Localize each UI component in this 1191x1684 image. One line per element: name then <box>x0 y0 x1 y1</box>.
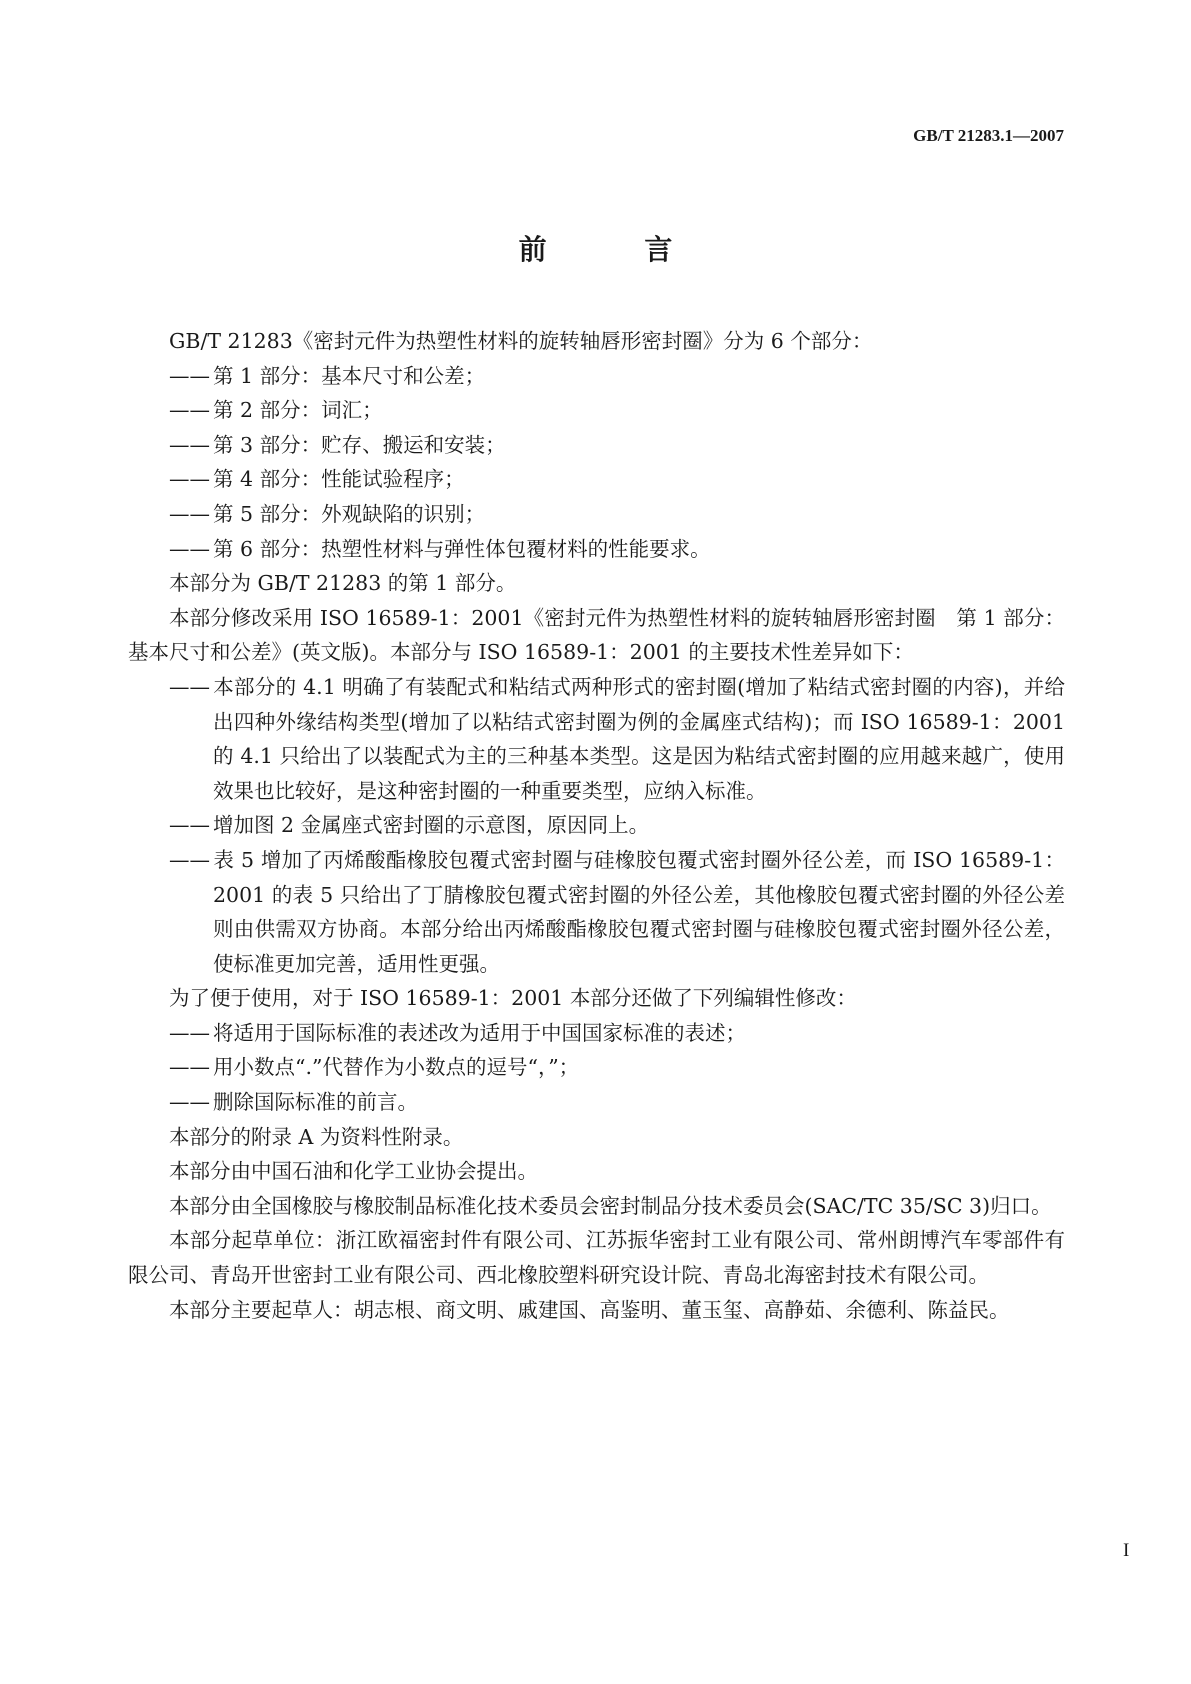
dash-marker: —— <box>169 813 210 838</box>
paragraph <box>128 566 1065 601</box>
list-item <box>128 843 1065 981</box>
paragraph-text: 第 6 部分：热塑性材料与弹性体包覆材料的性能要求。 <box>213 536 711 561</box>
paragraph-text: 本部分为 GB/T 21283 的第 1 部分。 <box>169 571 517 596</box>
paragraph-text: 第 4 部分：性能试验程序； <box>213 467 465 492</box>
dash-marker: —— <box>169 1020 210 1045</box>
standard-code-header: GB/T 21283.1—2007 <box>913 126 1064 145</box>
dash-marker: —— <box>169 398 210 423</box>
paragraph <box>128 324 1065 359</box>
list-item <box>128 1085 1065 1120</box>
dash-marker: —— <box>169 674 210 699</box>
list-item <box>128 1016 1065 1051</box>
paragraph <box>128 981 1065 1016</box>
list-item <box>128 497 1065 532</box>
paragraph-text: 第 1 部分：基本尺寸和公差； <box>213 363 486 388</box>
paragraph <box>128 601 1065 670</box>
paragraph-text: 第 3 部分：贮存、搬运和安装； <box>213 432 506 457</box>
paragraph-text: 增加图 2 金属座式密封圈的示意图，原因同上。 <box>213 813 650 838</box>
paragraph <box>128 1293 1065 1328</box>
paragraph <box>128 1154 1065 1189</box>
paragraph-text: 第 5 部分：外观缺陷的识别； <box>213 501 486 526</box>
paragraph-text: 本部分的 4.1 明确了有装配式和粘结式两种形式的密封圈(增加了粘结式密封圈的内容)，并给出四种外缘结构类型(增加了以粘结式密封圈为例的金属座式结构)；而 ISO 16589-1：2001 的 4.1 只给出了以装配式为主的三种基本类型。这是因为粘结式密封圈的应用越来越广，使用效果也比较好，是这种密封圈的一种重要类型，应纳入标准。 <box>213 674 1065 803</box>
paragraph-text: 为了便于使用，对于 ISO 16589-1：2001 本部分还做了下列编辑性修改： <box>169 986 857 1011</box>
paragraph-text: 本部分起草单位：浙江欧福密封件有限公司、江苏振华密封工业有限公司、常州朗博汽车零部件有限公司、青岛开世密封工业有限公司、西北橡胶塑料研究设计院、青岛北海密封技术有限公司。 <box>128 1228 1065 1288</box>
list-item <box>128 393 1065 428</box>
page-number: I <box>1123 1540 1130 1561</box>
dash-marker: —— <box>169 432 210 457</box>
paragraph <box>128 1120 1065 1155</box>
paragraph-text: 用小数点“.”代替作为小数点的逗号“，”； <box>213 1055 580 1080</box>
dash-marker: —— <box>169 363 210 388</box>
paragraph-text: 删除国际标准的前言。 <box>213 1090 418 1115</box>
dash-marker: —— <box>169 467 210 492</box>
list-item <box>128 359 1065 394</box>
foreword-body <box>128 324 1065 1327</box>
paragraph-text: 本部分由全国橡胶与橡胶制品标准化技术委员会密封制品分技术委员会(SAC/TC 35/SC 3)归口。 <box>169 1193 1052 1218</box>
dash-marker: —— <box>169 1090 210 1115</box>
paragraph-text: 本部分的附录 A 为资料性附录。 <box>169 1124 464 1149</box>
paragraph <box>128 1223 1065 1292</box>
paragraph-text: GB/T 21283《密封元件为热塑性材料的旋转轴唇形密封圈》分为 6 个部分： <box>169 329 873 353</box>
paragraph-text: 本部分修改采用 ISO 16589-1：2001《密封元件为热塑性材料的旋转轴唇形密封圈 第 1 部分：基本尺寸和公差》(英文版)。本部分与 ISO 16589-1：2001 的主要技术性差异如下： <box>128 605 1065 665</box>
paragraph <box>128 1189 1065 1224</box>
paragraph-text: 第 2 部分：词汇； <box>213 398 383 423</box>
list-item <box>128 808 1065 843</box>
page-title: 前 言 <box>518 233 717 266</box>
list-item <box>128 462 1065 497</box>
dash-marker: —— <box>169 847 210 872</box>
paragraph-text: 表 5 增加了丙烯酸酯橡胶包覆式密封圈与硅橡胶包覆式密封圈外径公差，而 ISO 16589-1：2001 的表 5 只给出了丁腈橡胶包覆式密封圈的外径公差，其他橡胶包覆式密封圈的外径公差则由供需双方协商。本部分给出丙烯酸酯橡胶包覆式密封圈与硅橡胶包覆式密封圈外径公差，使标准更加完善，适用性更强。 <box>213 847 1065 976</box>
list-item <box>128 428 1065 463</box>
dash-marker: —— <box>169 536 210 561</box>
paragraph-text: 将适用于国际标准的表述改为适用于中国国家标准的表述； <box>213 1020 746 1045</box>
list-item <box>128 1050 1065 1085</box>
dash-marker: —— <box>169 1055 210 1080</box>
list-item <box>128 532 1065 567</box>
paragraph-text: 本部分主要起草人：胡志根、商文明、戚建国、高鉴明、董玉玺、高静茹、余德利、陈益民。 <box>169 1297 1010 1322</box>
paragraph-text: 本部分由中国石油和化学工业协会提出。 <box>169 1159 538 1184</box>
dash-marker: —— <box>169 501 210 526</box>
list-item <box>128 670 1065 808</box>
